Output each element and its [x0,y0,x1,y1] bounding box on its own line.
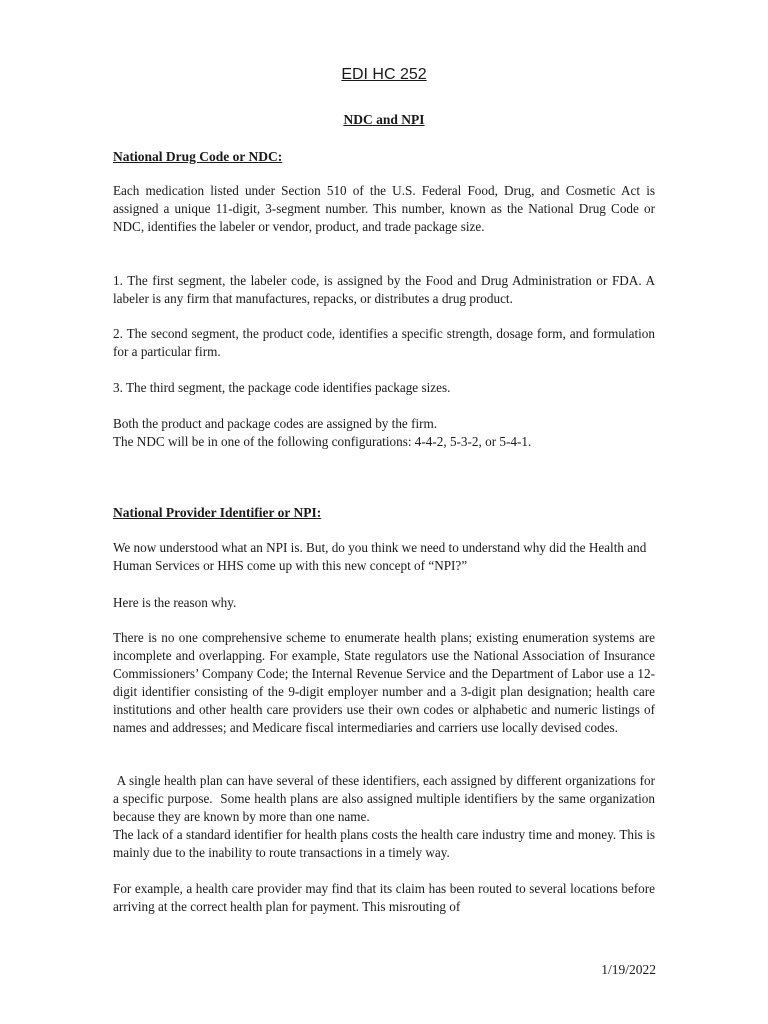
document-subtitle: NDC and NPI [343,112,425,127]
npi-example-paragraph: For example, a health care provider may find that its claim has been routed to several locations before arriving at the correct health plan for payment. This misrouting of [113,881,655,914]
npi-lack-paragraph: The lack of a standard identifier for health plans costs the health care industry time and money. This is mainly due to the inability to route transactions in a timely way. [113,827,655,860]
npi-reason-line: Here is the reason why. [113,595,237,610]
ndc-assigned-line: Both the product and package codes are assigned by the firm. [113,416,438,431]
npi-scheme-paragraph: There is no one comprehensive scheme to enumerate health plans; existing enumeration systems are incomplete and overlapping. For example, State regulators use the National Association of Insurance Commissioners’ Company Code; the Internal Revenue Service and the Department of Labor use a 12-digit identifier consisting of the 9-digit employer number and a 3-digit plan designation; health care institutions and other health care providers use their own codes or alphabetic and numeric listings of names and addresses; and Medicare fiscal intermediaries and carriers use locally devised codes. [113,630,655,735]
npi-question-paragraph: We now understood what an NPI is. But, do you think we need to understand why did the Health and Human Services or HHS come up with this new concept of “NPI?” [113,540,647,573]
ndc-configurations-line: The NDC will be in one of the following configurations: 4-4-2, 5-3-2, or 5-4-1. [113,434,532,449]
ndc-point-2: 2. The second segment, the product code, identifies a specific strength, dosage form, and formulation for a particular firm. [113,326,655,359]
ndc-heading: National Drug Code or NDC: [113,149,283,164]
npi-single-plan-paragraph: A single health plan can have several of these identifiers, each assigned by different organizations for a specific purpose. Some health plans are also assigned multiple identifiers by the same organization because they are known by more than one name. [113,773,659,824]
document-title: EDI HC 252 [341,66,427,83]
ndc-point-3: 3. The third segment, the package code identifies package sizes. [113,380,451,395]
npi-heading: National Provider Identifier or NPI: [113,505,322,520]
page-date: 1/19/2022 [601,962,656,977]
ndc-intro-paragraph: Each medication listed under Section 510 of the U.S. Federal Food, Drug, and Cosmetic Act is assigned a unique 11-digit, 3-segment number. This number, known as the National Drug Code or NDC, identifies the labeler or vendor, product, and trade package size. [113,183,655,234]
ndc-point-1: 1. The first segment, the labeler code, is assigned by the Food and Drug Administration or FDA. A labeler is any firm that manufactures, repacks, or distributes a drug product. [113,273,655,306]
